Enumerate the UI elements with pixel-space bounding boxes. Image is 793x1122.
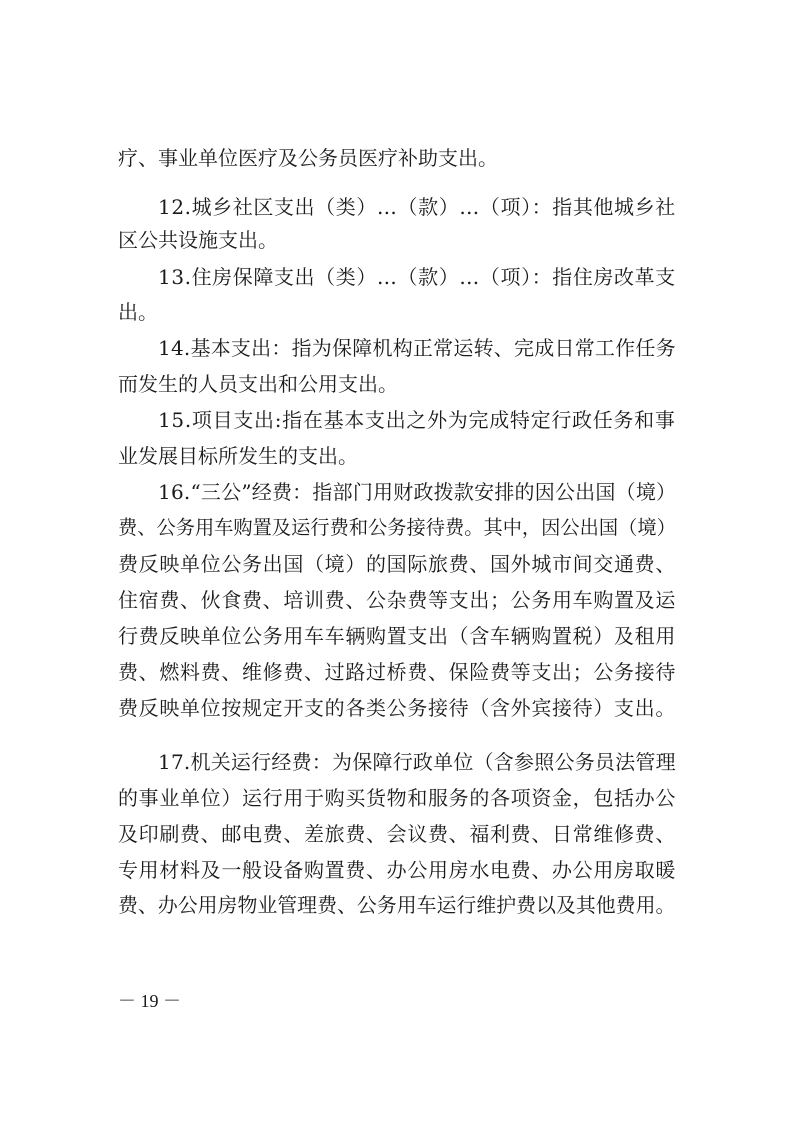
text-line: 行费反映单位公务用车车辆购置支出（含车辆购置税）及租用 [118, 624, 676, 648]
text-line: 17.机关运行经费：为保障行政单位（含参照公务员法管理 [158, 750, 676, 774]
text-line: 费反映单位按规定开支的各类公务接待（含外宾接待）支出。 [118, 696, 676, 720]
text-line: 专用材料及一般设备购置费、办公用房水电费、办公用房取暖 [118, 858, 676, 882]
text-line: 住宿费、伙食费、培训费、公杂费等支出；公务用车购置及运 [118, 588, 676, 612]
text-line: 13.住房保障支出（类）…（款）…（项）：指住房改革支 [158, 265, 676, 289]
page-number: － 19 － [118, 991, 181, 1011]
text-line: 15.项目支出:指在基本支出之外为完成特定行政任务和事 [158, 408, 676, 432]
text-line: 费、燃料费、维修费、过路过桥费、保险费等支出；公务接待 [118, 660, 676, 684]
text-line: 14.基本支出：指为保障机构正常运转、完成日常工作任务 [158, 336, 676, 360]
text-line: 16.“三公”经费：指部门用财政拨款安排的因公出国（境） [158, 480, 677, 504]
text-line: 的事业单位）运行用于购买货物和服务的各项资金，包括办公 [118, 786, 676, 810]
text-line: 区公共设施支出。 [118, 228, 278, 252]
text-line: 疗、事业单位医疗及公务员医疗补助支出。 [118, 146, 498, 170]
text-line: 费、办公用房物业管理费、公务用车运行维护费以及其他费用。 [118, 894, 676, 917]
text-line: 费、公务用车购置及运行费和公务接待费。其中，因公出国（境） [118, 516, 676, 539]
text-line: 出。 [118, 300, 158, 324]
text-line: 12.城乡社区支出（类）…（款）…（项）：指其他城乡社 [158, 195, 676, 219]
text-line: 业发展目标所发生的支出。 [118, 444, 358, 468]
text-line: 及印刷费、邮电费、差旅费、会议费、福利费、日常维修费、 [118, 822, 676, 846]
text-line: 费反映单位公务出国（境）的国际旅费、国外城市间交通费、 [118, 552, 676, 576]
text-line: 而发生的人员支出和公用支出。 [118, 372, 398, 396]
